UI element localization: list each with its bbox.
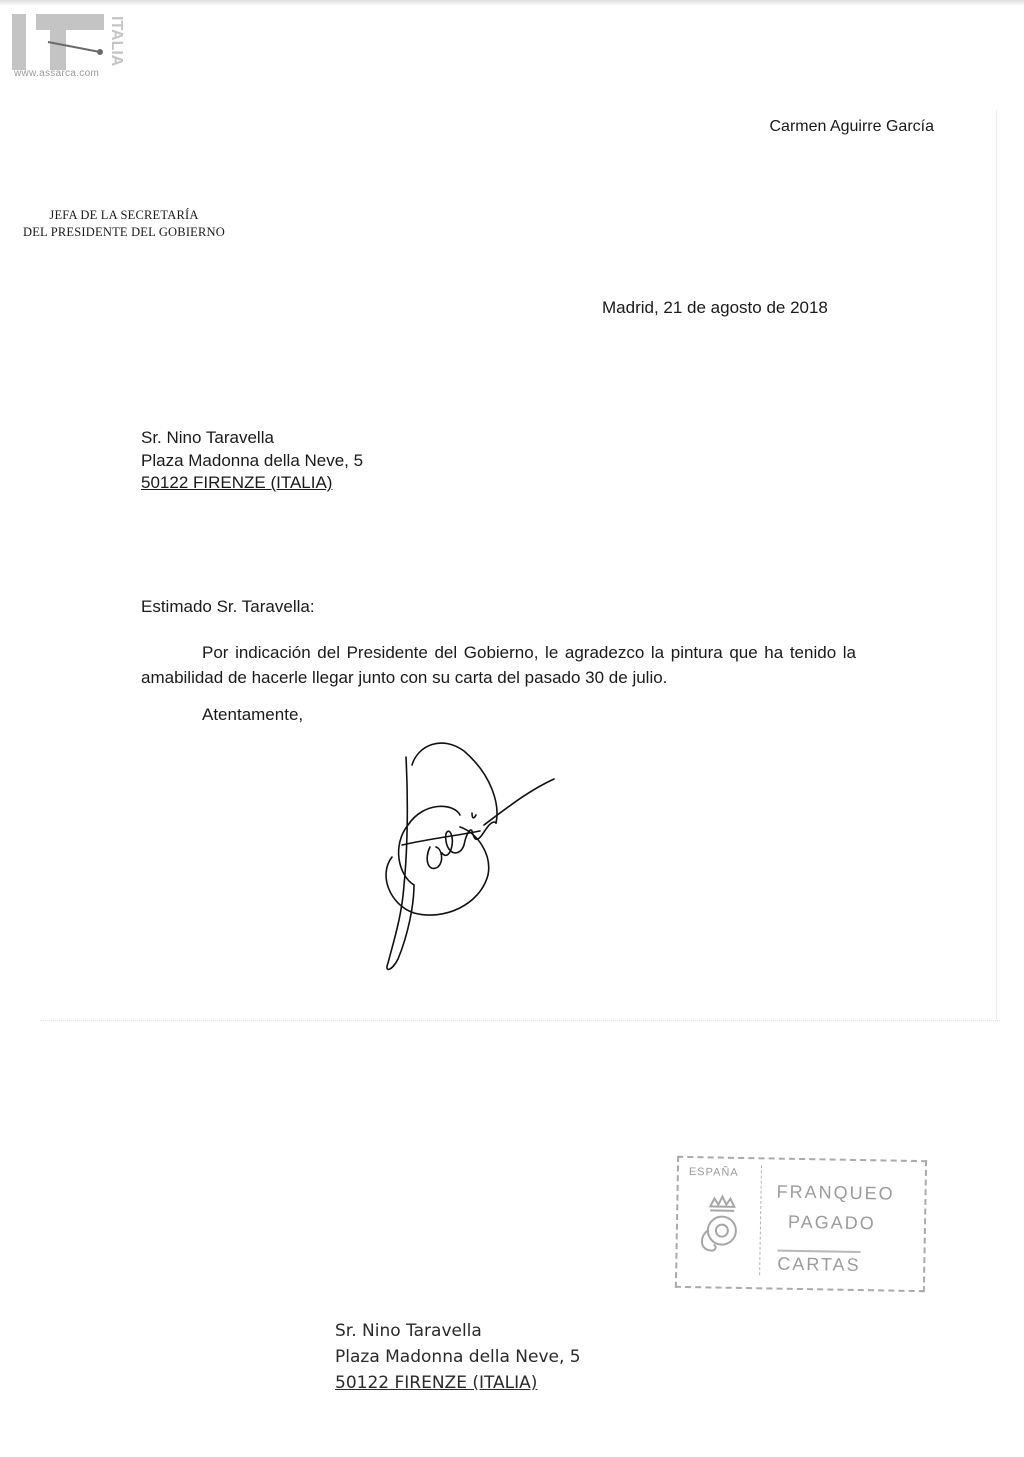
watermark-url: www.assarca.com: [14, 68, 100, 79]
office-title: [12, 207, 236, 241]
recipient-street: Plaza Madonna della Neve, 5: [141, 450, 364, 470]
mailing-city: 50122 FIRENZE (ITALIA): [335, 1373, 538, 1393]
recipient-name: Sr. Nino Taravella: [141, 428, 274, 447]
stamp-country: ESPAÑA: [688, 1166, 739, 1179]
scan-top-edge: [0, 0, 1024, 6]
mailing-street: Plaza Madonna della Neve, 5: [335, 1347, 581, 1367]
letter-body: Por indicación del Presidente del Gobierno, le agradezco la pintura que ha tenido la amabilidad de hacerle llegar junto con su carta del pasado 30 de julio.: [141, 643, 856, 687]
stamp-line-franqueo: FRANQUEO: [776, 1181, 895, 1204]
stamp-line-pagado: PAGADO: [787, 1211, 876, 1234]
letter-date: Madrid, 21 de agosto de 2018: [602, 298, 828, 317]
postage-stamp: [675, 1156, 927, 1292]
mailing-name: Sr. Nino Taravella: [335, 1321, 482, 1341]
stamp-divider: [759, 1165, 763, 1275]
page-fold-divider: [40, 1020, 1000, 1022]
office-title-line2: DEL PRESIDENTE DEL GOBIERNO: [22, 225, 226, 239]
stamp-line-cartas: CARTAS: [777, 1250, 861, 1276]
recipient-city: 50122 FIRENZE (ITALIA): [141, 473, 333, 492]
mailing-address: [335, 1318, 581, 1396]
closing: Atentamente,: [202, 705, 304, 724]
office-title-line1: JEFA DE LA SECRETARÍA: [49, 208, 199, 222]
svg-text:ITALIA: ITALIA: [108, 16, 125, 67]
recipient-address: [141, 427, 363, 495]
handwritten-signature: [368, 735, 558, 975]
salutation: Estimado Sr. Taravella:: [141, 597, 315, 616]
scan-fold-line: [996, 110, 997, 1020]
sender-name: Carmen Aguirre García: [769, 118, 934, 135]
post-horn-crown-icon: [693, 1192, 750, 1257]
